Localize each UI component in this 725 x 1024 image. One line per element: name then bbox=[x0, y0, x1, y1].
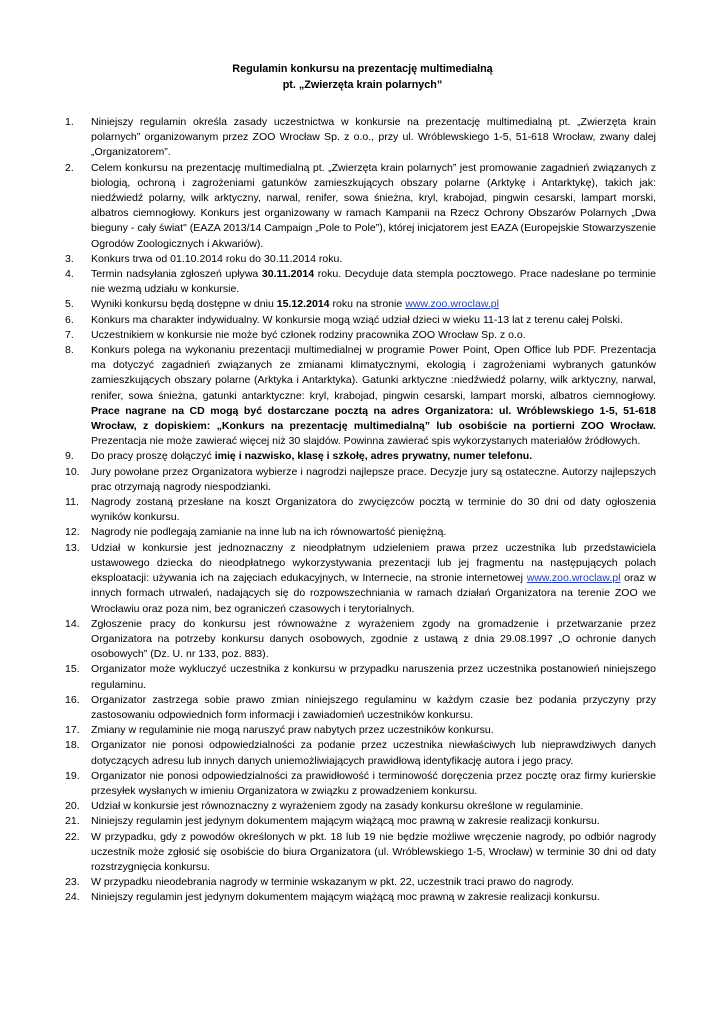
required-details: imię i nazwisko, klasę i szkołę, adres prywatny, numer telefonu. bbox=[214, 450, 533, 463]
item-number: 4. bbox=[65, 268, 74, 281]
item-number: 17. bbox=[65, 724, 80, 737]
item-text: Organizator zastrzega sobie prawo zmian niniejszego regulaminu w każdym czasie bez podania przyczyny przy zastosowaniu odpowiednich form informacji i zawiadomień uczestników konkursu. bbox=[91, 693, 656, 721]
zoo-website-link[interactable]: www.zoo.wroclaw.pl bbox=[405, 298, 499, 311]
item-text: Nagrody zostaną przesłane na koszt Organizatora do zwycięzców pocztą w terminie do 30 dni od daty ogłoszenia wyników konkursu. bbox=[91, 496, 656, 524]
item-text: Niniejszy regulamin określa zasady uczestnictwa w konkursie na prezentację multimedialną pt. „Zwierzęta krain polarnych” organizowanym przez ZOO Wrocław Sp. z o.o., przy ul. Wróblewskiego 1-5, 51-618 Wrocław, zwany dalej „Organizatorem”. bbox=[91, 116, 656, 159]
item-text: Niniejszy regulamin jest jedynym dokumentem mającym wiążącą moc prawną w zakresie realizacji konkursu. bbox=[91, 815, 600, 828]
list-item bbox=[65, 875, 656, 890]
item-number: 6. bbox=[65, 313, 74, 326]
results-date: 15.12.2014 bbox=[276, 298, 330, 311]
item-number: 23. bbox=[65, 876, 80, 889]
list-item bbox=[65, 890, 656, 905]
item-number: 7. bbox=[65, 328, 74, 341]
item-text: Konkurs trwa od 01.10.2014 roku do 30.11.2014 roku. bbox=[91, 252, 343, 265]
item-number: 19. bbox=[65, 769, 80, 782]
document-title bbox=[0, 62, 725, 93]
list-item bbox=[65, 830, 656, 876]
title-line-1: Regulamin konkursu na prezentację multimedialną bbox=[232, 63, 493, 75]
rules-list bbox=[65, 115, 656, 906]
list-item bbox=[65, 161, 656, 252]
item-text: Wyniki konkursu będą dostępne w dniu bbox=[91, 298, 277, 311]
item-number: 20. bbox=[65, 800, 80, 813]
deadline-date: 30.11.2014 bbox=[261, 268, 315, 281]
item-text: Prezentacja nie może zawierać więcej niż 30 slajdów. Powinna zawierać spis wykorzystanych materiałów źródłowych. bbox=[91, 435, 641, 448]
list-item bbox=[65, 662, 656, 692]
item-text: oraz w innych formach utrwaleń, nadających się do rozpowszechniania w ramach działań Organizatora na terenie ZOO we Wrocławiu oraz poza nim, bez ograniczeń czasowych i terytorialnych. bbox=[91, 572, 656, 615]
item-number: 10. bbox=[65, 465, 80, 478]
item-text: Zmiany w regulaminie nie mogą naruszyć praw nabytych przez uczestników konkursu. bbox=[91, 724, 494, 737]
list-item bbox=[65, 723, 656, 738]
list-item bbox=[65, 449, 656, 464]
list-item bbox=[65, 267, 656, 297]
list-item bbox=[65, 693, 656, 723]
item-number: 9. bbox=[65, 450, 74, 463]
item-number: 11. bbox=[65, 496, 79, 509]
item-number: 5. bbox=[65, 298, 74, 311]
item-number: 3. bbox=[65, 252, 74, 265]
item-text: Udział w konkursie jest równoznaczny z wyrażeniem zgody na zasady konkursu określone w regulaminie. bbox=[91, 800, 584, 813]
item-text: Niniejszy regulamin jest jedynym dokumentem mającym wiążącą moc prawną w zakresie realizacji konkursu. bbox=[91, 891, 600, 904]
list-item bbox=[65, 525, 656, 540]
list-item bbox=[65, 541, 656, 617]
item-text: Udział w konkursie jest jednoznaczny z nieodpłatnym udzieleniem prawa przez uczestnika lub przedstawiciela ustawowego dziecka do nieodpłatnego wykorzystywania prezentacji lub jej fragmentu na następujących polach eksploatacji: używania ich na zajęciach edukacyjnych, w Internecie, na stronie internetowej bbox=[91, 541, 656, 585]
list-item bbox=[65, 297, 656, 312]
submission-address: Prace nagrane na CD mogą być dostarczane pocztą na adres Organizatora: ul. Wróblewskiego 1-5, 51-618 Wrocław, z dopiskiem: „Konkurs na prezentację multimedialną” lub osobiście na portierni ZOO Wrocław. bbox=[91, 404, 656, 433]
list-item bbox=[65, 814, 656, 829]
item-text: W przypadku nieodebrania nagrody w terminie wskazanym w pkt. 22, uczestnik traci prawo do nagrody. bbox=[91, 876, 574, 889]
item-text: roku. Decyduje data stempla pocztowego. Prace nadesłane po terminie nie wezmą udziału w konkursie. bbox=[91, 268, 656, 296]
item-number: 13. bbox=[65, 541, 80, 554]
item-number: 18. bbox=[65, 739, 80, 752]
list-item bbox=[65, 617, 656, 663]
item-text: roku na stronie bbox=[329, 298, 406, 311]
item-number: 24. bbox=[65, 891, 80, 904]
list-item bbox=[65, 465, 656, 495]
item-number: 8. bbox=[65, 344, 74, 357]
list-item bbox=[65, 252, 656, 267]
item-text: Organizator nie ponosi odpowiedzialności za podanie przez uczestnika niewłaściwych lub nieprawdziwych danych dotyczących adresu lub innych danych uniemożliwiających prawidłową identyfikację autora i jego pracy. bbox=[91, 739, 656, 767]
item-number: 2. bbox=[65, 161, 74, 174]
list-item bbox=[65, 115, 656, 161]
list-item bbox=[65, 313, 656, 328]
item-number: 21. bbox=[65, 815, 80, 828]
item-text: Do pracy proszę dołączyć bbox=[91, 450, 215, 463]
item-text: Organizator nie ponosi odpowiedzialności za prawidłowość i terminowość doręczenia przez pocztę oraz firmy kurierskie przesyłek wysłanych w imieniu Organizatora w związku z prowadzeniem konkursu. bbox=[91, 769, 656, 797]
item-text: W przypadku, gdy z powodów określonych w pkt. 18 lub 19 nie będzie możliwe wręczenie nagrody, po odbiór nagrody uczestnik może zgłosić się osobiście do biura Organizatora (ul. Wróblewskiego 1-5, Wrocław) w terminie 30 dni od daty rozstrzygnięcia konkursu. bbox=[91, 830, 656, 873]
item-number: 22. bbox=[65, 830, 80, 843]
item-text: Nagrody nie podlegają zamianie na inne lub na ich równowartość pieniężną. bbox=[91, 526, 447, 539]
item-text: Konkurs polega na wykonaniu prezentacji multimedialnej w programie Power Point, Open Office lub PDF. Prezentacja ma dotyczyć zagadnień związanych ze zmianami klimatycznymi, ekologią i zagrożeniami wybranych gatunków zamieszkujących obszary polarne (Arktyka i Antarktyka). Gatunki arktyczne :niedźwiedź polarny, wilk arktyczny, narwal, renifer, sowa śnieżna, gatunki antarktyczne: kryl, krabojad, pingwin cesarski, lampart morski, albatros ciemnogłowy. bbox=[91, 344, 656, 402]
title-line-2: pt. „Zwierzęta krain polarnych” bbox=[282, 78, 443, 91]
list-item bbox=[65, 799, 656, 814]
item-number: 1. bbox=[65, 116, 74, 128]
item-text: Termin nadsyłania zgłoszeń upływa bbox=[91, 268, 262, 281]
item-number: 12. bbox=[65, 526, 80, 539]
item-number: 15. bbox=[65, 663, 80, 676]
item-text: Konkurs ma charakter indywidualny. W konkursie mogą wziąć udział dzieci w wieku 11-13 lat z terenu całej Polski. bbox=[91, 313, 623, 326]
list-item bbox=[65, 343, 656, 449]
item-number: 14. bbox=[65, 617, 80, 630]
zoo-website-link[interactable]: www.zoo.wroclaw.pl bbox=[526, 572, 621, 585]
item-text: Zgłoszenie pracy do konkursu jest równoważne z wyrażeniem zgody na gromadzenie i przetwarzanie przez Organizatora na potrzeby konkursu danych osobowych, zgodnie z ustawą z dnia 29.08.1997 „O ochronie danych osobowych” (Dz. U. nr 133, poz. 883). bbox=[91, 617, 656, 661]
list-item bbox=[65, 495, 656, 525]
item-text: Uczestnikiem w konkursie nie może być członek rodziny pracownika ZOO Wrocław Sp. z o.o. bbox=[91, 328, 526, 341]
item-text: Celem konkursu na prezentację multimedialną pt. „Zwierzęta krain polarnych” jest promowanie zagadnień związanych z biologią, ochroną i zagrożeniami gatunków zamieszkujących obszary polarne (Arktykę i Antarktykę), takich jak: niedźwiedź polarny, wilk arktyczny, narwal, renifer, sowa śnieżna, kryl, krabojad, pingwin cesarski, lampart morski, albatros ciemnogłowy. Konkurs jest organizowany w ramach Kampanii na Rzecz Ochrony Obszarów Polarnych „Dwa bieguny - cały świat" (EAZA 2013/14 Campaign „Pole to Pole”), której inicjatorem jest EAZA (Europejskie Stowarzyszenie Ogrodów Zoologicznych i Akwariów). bbox=[91, 161, 656, 250]
item-number: 16. bbox=[65, 693, 80, 706]
list-item bbox=[65, 738, 656, 768]
list-item bbox=[65, 769, 656, 799]
list-item bbox=[65, 328, 656, 343]
item-text: Jury powołane przez Organizatora wybierze i nagrodzi najlepsze prace. Decyzje jury są ostateczne. Autorzy najlepszych prac otrzymają nagrody niespodzianki. bbox=[91, 465, 656, 493]
item-text: Organizator może wykluczyć uczestnika z konkursu w przypadku naruszenia przez uczestnika postanowień niniejszego regulaminu. bbox=[91, 663, 656, 691]
